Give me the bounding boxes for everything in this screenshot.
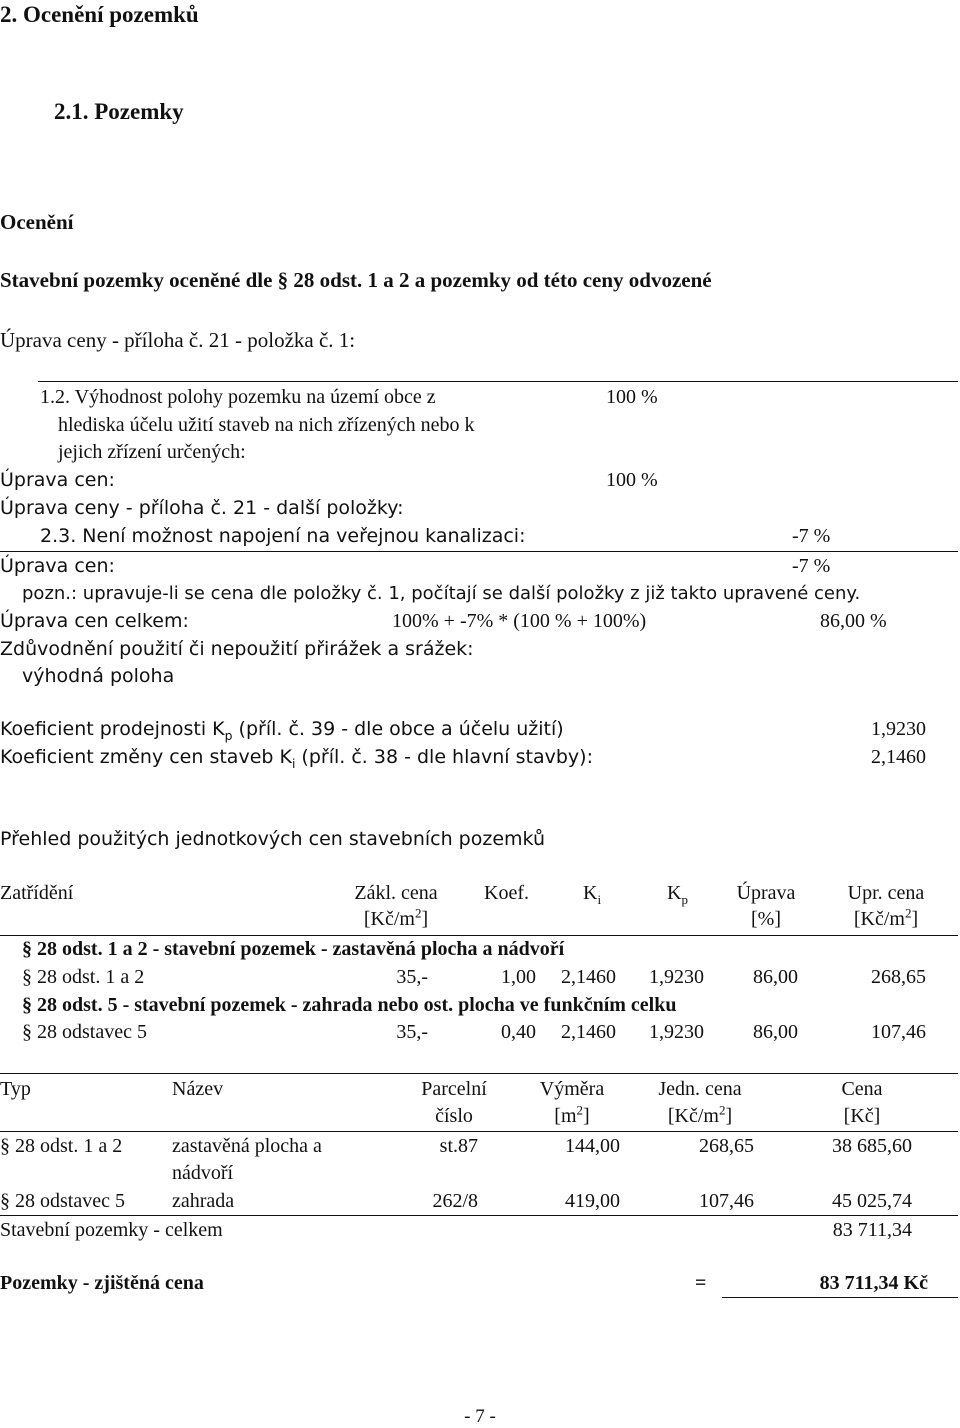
parcel-jedn-cena: 268,65 xyxy=(699,1135,754,1157)
parcel-vymera: 419,00 xyxy=(565,1190,620,1212)
parcel-jedn-cena: 107,46 xyxy=(699,1190,754,1212)
subsection-heading: 2.1. Pozemky xyxy=(54,99,184,124)
prehled-title: Přehled použitých jednotkových cen stavebních pozemků xyxy=(0,828,545,850)
uprava-cen-value: 100 % xyxy=(606,469,658,491)
row-zakl: 35,- xyxy=(396,1021,428,1043)
item-1-2-line3: jejich zřízení určených: xyxy=(58,441,246,463)
col-jedn-cena: Jedn. cena xyxy=(658,1078,742,1100)
celkem-label: Úprava cen celkem: xyxy=(0,610,189,632)
uprava-cen-label-2: Úprava cen: xyxy=(0,555,115,577)
col-vymera-unit: $[m^2]$ xyxy=(554,1102,590,1127)
summary-equals: = xyxy=(695,1272,707,1294)
divider xyxy=(0,1215,958,1216)
group-heading: § 28 odst. 1 a 2 - stavební pozemek - zastavěná plocha a nádvoří xyxy=(22,938,565,960)
parcel-cislo: 262/8 xyxy=(432,1190,478,1212)
col-typ: Typ xyxy=(0,1078,31,1100)
col-kp: $K_p$ xyxy=(667,882,688,907)
parcel-vymera: 144,00 xyxy=(565,1135,620,1157)
col-zatrideni: Zatřídění xyxy=(0,882,74,904)
col-zakl-cena-unit: $[Kč/m^2]$ xyxy=(363,905,429,930)
col-cislo: číslo xyxy=(435,1105,473,1127)
dalsi-polozky-label: Úprava ceny - příloha č. 21 - další položky: xyxy=(0,497,404,519)
oceneni-label: Ocenění xyxy=(0,210,74,234)
col-uprava-unit: [%] xyxy=(751,908,781,930)
row-kp: 1,9230 xyxy=(649,1021,704,1043)
col-ki: $K_i$ xyxy=(583,882,602,907)
uprava-cen-label: Úprava cen: xyxy=(0,469,115,491)
vyhodna-poloha: výhodná poloha xyxy=(22,665,175,687)
stavebni-pozemky-heading: Stavební pozemky oceněné dle § 28 odst. 1 a 2 a pozemky od této ceny odvozené xyxy=(0,268,712,292)
pozn-note: pozn.: upravuje-li se cena dle položky č. 1, počítají se další položky z již takto upravené ceny. xyxy=(22,583,861,604)
zduvodneni-label: Zdůvodnění použití či nepoužití přirážek a srážek: xyxy=(0,638,474,660)
col-uprava: Úprava xyxy=(736,882,796,904)
divider xyxy=(0,1073,958,1074)
col-vymera: Výměra xyxy=(539,1078,605,1100)
col-parcelni: Parcelní xyxy=(421,1078,487,1100)
row-uprava: 86,00 xyxy=(753,966,798,988)
parcel-nazev: zahrada xyxy=(172,1190,235,1212)
summary-underline xyxy=(722,1297,958,1298)
item-1-2-line2: hlediska účelu užití staveb na nich zřízených nebo k xyxy=(58,414,475,436)
col-zakl-cena: Zákl. cena xyxy=(354,882,438,904)
kp-value: 1,9230 xyxy=(871,718,926,740)
kp-label: Koeficient prodejnosti $K_p$ (příl. č. 39 - dle obce a účelu užití) xyxy=(0,718,564,743)
col-jedn-cena-unit: $[Kč/m^2]$ xyxy=(667,1102,733,1127)
parcel-nazev-cont: nádvoří xyxy=(172,1162,234,1184)
col-upr-cena: Upr. cena xyxy=(847,882,925,904)
row-kp: 1,9230 xyxy=(649,966,704,988)
row-ki: 2,1460 xyxy=(561,966,616,988)
celkem-formula: 100% + -7% * (100 % + 100%) xyxy=(392,610,647,632)
item-2-3-value: -7 % xyxy=(792,525,831,547)
parcel-typ: § 28 odst. 1 a 2 xyxy=(0,1135,123,1157)
uprava-priloha-label: Úprava ceny - příloha č. 21 - položka č. 1: xyxy=(0,328,356,352)
row-name: § 28 odstavec 5 xyxy=(22,1021,147,1043)
summary-label: Pozemky - zjištěná cena xyxy=(0,1272,204,1294)
parcel-typ: § 28 odstavec 5 xyxy=(0,1190,125,1212)
celkem-value: 86,00 % xyxy=(820,610,887,632)
parcel-cislo: st.87 xyxy=(439,1135,478,1157)
item-2-3-label: 2.3. Není možnost napojení na veřejnou kanalizaci: xyxy=(40,525,526,547)
row-ki: 2,1460 xyxy=(561,1021,616,1043)
parcel-cena: 45 025,74 xyxy=(832,1190,912,1212)
divider xyxy=(0,1131,958,1132)
divider xyxy=(38,381,958,382)
summary-value: 83 711,34 Kč xyxy=(819,1272,928,1294)
col-cena: Cena xyxy=(841,1078,883,1100)
row-koef: 0,40 xyxy=(501,1021,536,1043)
parcels-total-label: Stavební pozemky - celkem xyxy=(0,1219,223,1241)
parcel-cena: 38 685,60 xyxy=(832,1135,912,1157)
item-1-2-line1: 1.2. Výhodnost polohy pozemku na území obce z xyxy=(40,386,436,408)
ki-value: 2,1460 xyxy=(871,746,926,768)
ki-label: Koeficient změny cen staveb $K_i$ (příl. č. 38 - dle hlavní stavby): xyxy=(0,746,593,771)
col-nazev: Název xyxy=(172,1078,224,1100)
row-upr-cena: 107,46 xyxy=(871,1021,926,1043)
row-name: § 28 odst. 1 a 2 xyxy=(22,966,145,988)
divider xyxy=(0,551,958,552)
parcels-total-value: 83 711,34 xyxy=(832,1219,912,1241)
page-number: - 7 - xyxy=(464,1406,496,1427)
row-upr-cena: 268,65 xyxy=(871,966,926,988)
row-uprava: 86,00 xyxy=(753,1021,798,1043)
item-1-2-value: 100 % xyxy=(606,386,658,408)
section-heading: 2. Ocenění pozemků xyxy=(0,2,199,27)
col-koef: Koef. xyxy=(484,882,529,904)
row-zakl: 35,- xyxy=(396,966,428,988)
uprava-cen-value-2: -7 % xyxy=(792,555,831,577)
col-upr-cena-unit: $[Kč/m^2]$ xyxy=(853,905,919,930)
group-heading: § 28 odst. 5 - stavební pozemek - zahrada nebo ost. plocha ve funkčním celku xyxy=(22,994,677,1016)
col-cena-unit: [Kč] xyxy=(843,1105,881,1127)
row-koef: 1,00 xyxy=(501,966,536,988)
divider xyxy=(0,935,958,936)
parcel-nazev: zastavěná plocha a xyxy=(172,1135,322,1157)
